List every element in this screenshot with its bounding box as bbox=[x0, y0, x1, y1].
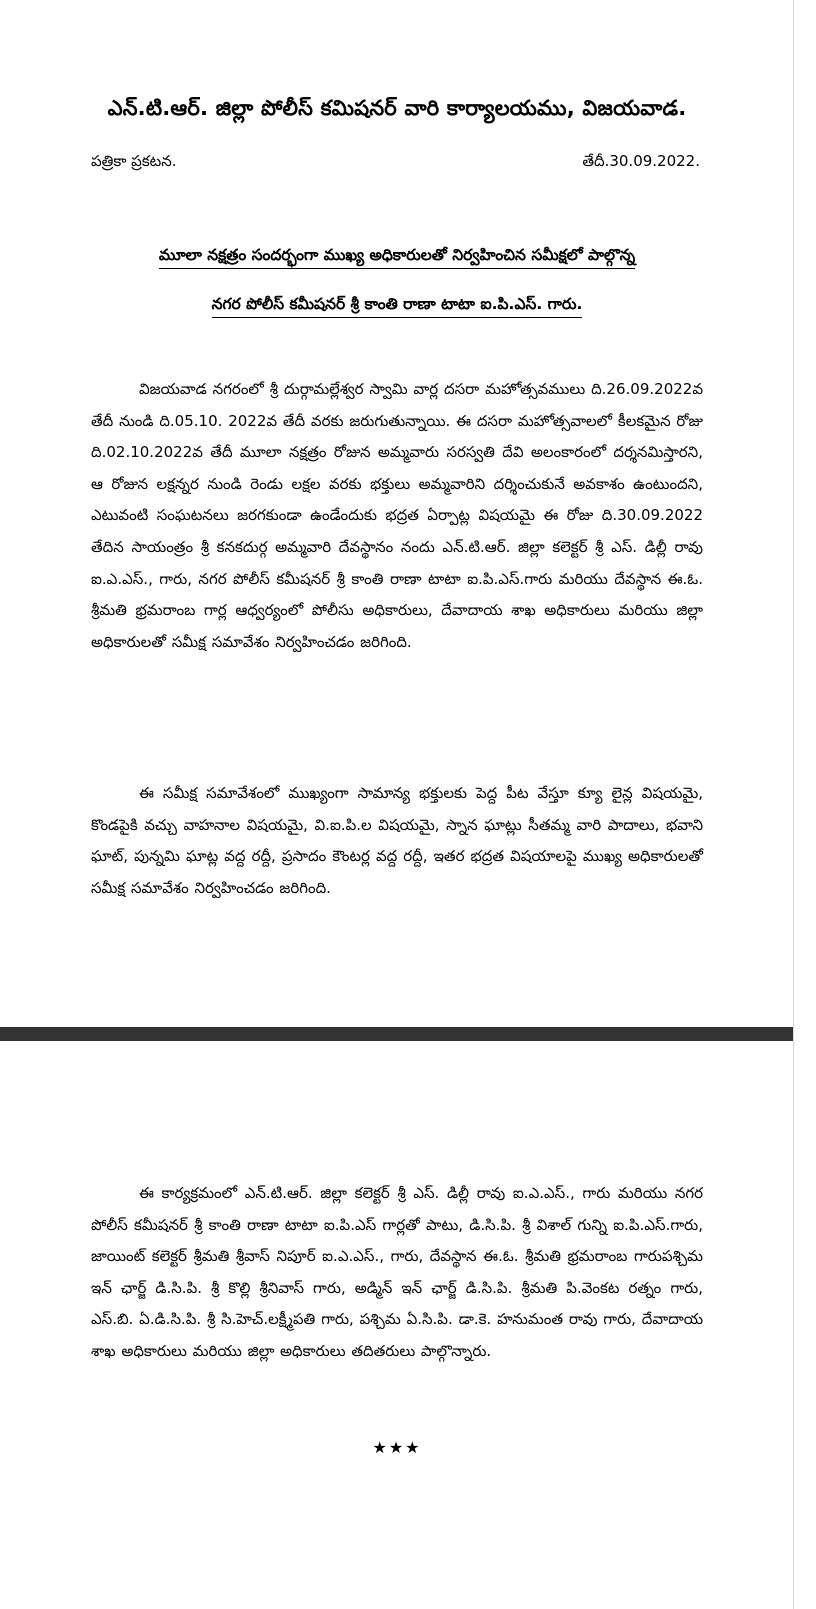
closing-stars: ★★★ bbox=[372, 1438, 422, 1457]
press-release-label: పత్రికా ప్రకటన. bbox=[91, 152, 177, 170]
page-edge-shadow bbox=[793, 0, 816, 1609]
body-paragraph-1: విజయవాడ నగరంలో శ్రీ దుర్గామల్లేశ్వర స్వామి వార్ల దసరా మహోత్సవములు ది.26.09.2022వ తేదీ నుండి ది.05.10. 2022వ తేదీ వరకు జరుగుతున్నాయి. ఈ దసరా మహోత్సవాలలో కీలకమైన రోజు ది.02.10.2022వ తేదీ మూలా నక్షత్రం రోజున అమ్మవారు సరస్వతి దేవి అలంకారంలో దర్శనమిస్తారని, ఆ రోజున లక్షన్నర నుండి రెండు లక్షల వరకు భక్తులు అమ్మవారిని దర్శించుకునే అవకాశం ఉంటుందని, ఎటువంటి సంఘటనలు జరగకుండా ఉండేందుకు భద్రత ఏర్పాట్ల విషయమై ఈ రోజు ది.30.09.2022 తేదిన సాయంత్రం శ్రీ కనకదుర్గ అమ్మవారి దేవస్థానం నందు ఎన్.టి.ఆర్. జిల్లా కలెక్టర్ శ్రీ ఎస్. డిల్లీ రావు ఐ.ఎ.ఎస్., గారు, నగర పోలీస్ కమీషనర్ శ్రీ కాంతి రాణా టాటా ఐ.పి.ఎస్.గారు మరియు దేవస్థాన ఈ.ఓ. శ్రీమతి భ్రమరాంబ గార్ల ఆధ్వర్యంలో పోలీసు అధికారులు, దేవాదాయ శాఖ అధికారులు మరియు జిల్లా అధికారులతో సమీక్ష సమావేశం నిర్వహించడం జరిగింది. bbox=[91, 380, 703, 651]
body-paragraph-2: ఈ సమీక్ష సమావేశంలో ముఖ్యంగా సామాన్య భక్తులకు పెద్ద పీట వేస్తూ క్యూ లైన్ల విషయమై, కొండపైకి వచ్చు వాహనాల విషయమై, వి.ఐ.పి.ల విషయమై, స్నాన ఘాట్లు సీతమ్మ వారి పాదాలు, భవాని ఘాట్, పున్నమి ఘాట్ల వద్ద రద్దీ, ప్రసాదం కౌంటర్ల వద్ద రద్దీ, ఇతర భద్రత విషయాలపై ముఖ్య అధికారులతో సమీక్ష సమావేశం నిర్వహించడం జరిగింది. bbox=[91, 784, 703, 897]
subheading-line-1 bbox=[0, 246, 794, 268]
page-break-divider bbox=[0, 1027, 794, 1041]
body-paragraph-3: ఈ కార్యక్రమంలో ఎన్.టి.ఆర్. జిల్లా కలెక్టర్ శ్రీ ఎస్. డిల్లీ రావు ఐ.ఎ.ఎస్., గారు మరియు నగర పోలీస్ కమీషనర్ శ్రీ కాంతి రాణా టాటా ఐ.పి.ఎస్ గార్లతో పాటు, డి.సి.పి. శ్రీ విశాల్ గున్ని ఐ.పి.ఎస్.గారు, జాయింట్ కలెక్టర్ శ్రీమతి శ్రీవాస్ నిపూర్ ఐ.ఎ.ఎస్., గారు, దేవస్థాన ఈ.ఓ. శ్రీమతి భ్రమరాంబ గారుపశ్చిమ ఇన్ ఛార్జ్ డి.సి.పి. శ్రీ కొల్లి శ్రీనివాస్ గారు, అడ్మిన్ ఇన్ ఛార్జ్ డి.సి.పి. శ్రీమతి పి.వెంకట రత్నం గారు, ఎస్.బి. ఏ.డి.సి.పి. శ్రీ సి.హెచ్.లక్ష్మీపతి గారు, పశ్చిమ ఏ.సి.పి. డా.కె. హనుమంత రావు గారు, దేవాదాయ శాఖ అధికారులు మరియు జిల్లా అధికారులు తదితరులు పాల్గొన్నారు. bbox=[91, 1184, 703, 1360]
office-title: ఎన్.టి.ఆర్. జిల్లా పోలీస్ కమిషనర్ వారి కార్యాలయము, విజయవాడ. bbox=[107, 96, 687, 120]
release-date: తేదీ.30.09.2022. bbox=[582, 152, 700, 170]
subheading-line-2 bbox=[0, 295, 794, 317]
subheading-line-1-text: మూలా నక్షత్రం సందర్భంగా ముఖ్య అధికారులతో నిర్వహించిన సమీక్షలో పాల్గొన్న bbox=[159, 246, 635, 269]
subheading-line-2-text: నగర పోలీస్ కమీషనర్ శ్రీ కాంతి రాణా టాటా ఐ.పి.ఎస్. గారు. bbox=[212, 295, 583, 318]
